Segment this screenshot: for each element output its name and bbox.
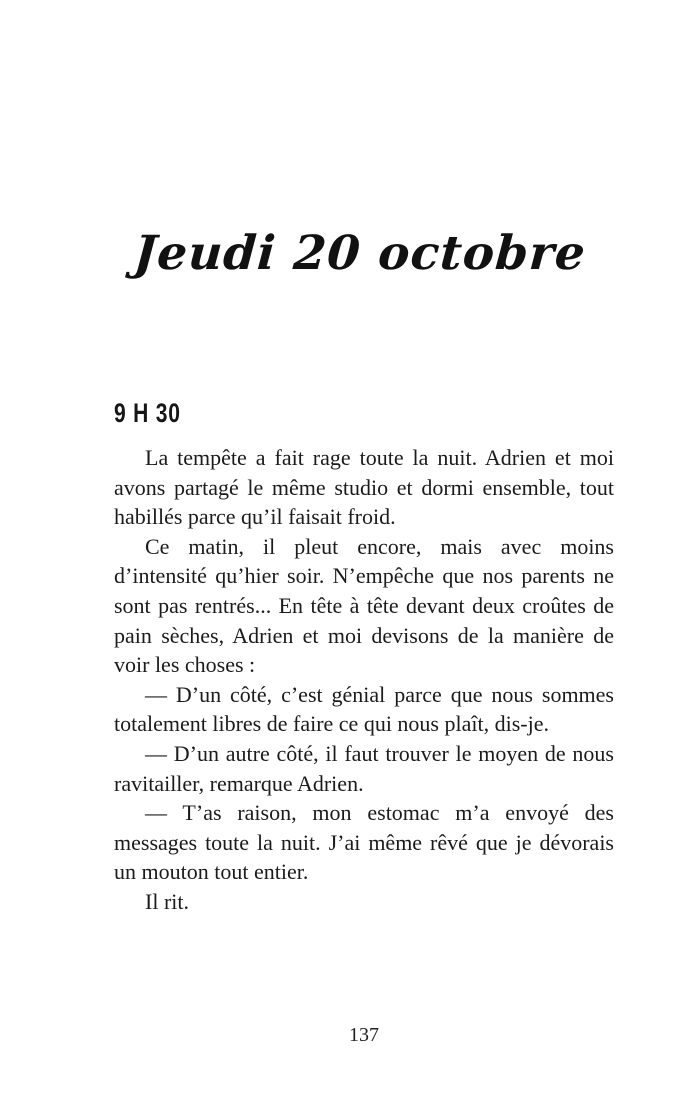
chapter-title: Jeudi 20 octobre — [132, 226, 588, 281]
paragraph: — T’as raison, mon estomac m’a envoyé des messages toute la nuit. J’ai même rêvé que je dévorais un mouton tout entier. — [114, 800, 614, 885]
page-number: 137 — [349, 1024, 379, 1046]
paragraph: La tempête a fait rage toute la nuit. Adrien et moi avons partagé le même studio et dormi ensemble, tout habillés parce qu’il faisait froid. — [114, 445, 614, 530]
paragraph: — D’un côté, c’est génial parce que nous sommes totalement libres de faire ce qui nous plaît, dis-je. — [114, 681, 614, 737]
paragraph: Ce matin, il pleut encore, mais avec moins d’intensité qu’hier soir. N’empêche que nos parents ne sont pas rentrés... En tête à tête devant deux croûtes de pain sèches, Adrien et moi devisons de la manière de voir les choses : — [114, 533, 614, 678]
time-heading: 9 H 30 — [114, 398, 181, 428]
page-body — [114, 443, 614, 917]
paragraph: — D’un autre côté, il faut trouver le moyen de nous ravitailler, remarque Adrien. — [114, 740, 614, 796]
paragraph: Il rit. — [145, 888, 189, 914]
